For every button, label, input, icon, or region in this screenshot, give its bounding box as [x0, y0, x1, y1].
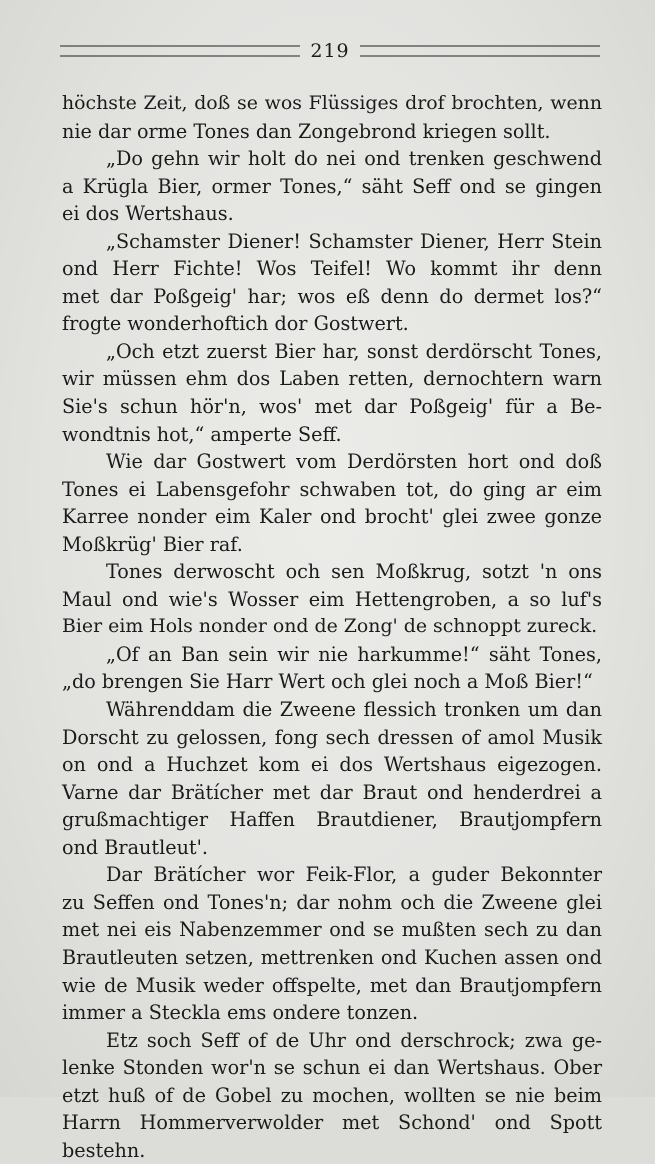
text-line: Karree nonder eim Kaler ond brocht' glei zwee gonze — [62, 505, 602, 529]
text-line: Sie's schun hör'n, wos' met dar Poßgeig' für a Be- — [62, 395, 602, 419]
text-line: Brautleuten setzen, mettrenken ond Kuchen assen ond — [62, 945, 602, 969]
text-line: Bier eim Hols nonder ond de Zong' de schnoppt zureck. — [62, 615, 598, 638]
text-line: Tones derwoscht och sen Moßkrug, sotzt 'n ons — [106, 560, 602, 584]
text-line: on ond a Huchzet kom ei dos Wertshaus eigezogen. — [62, 753, 602, 777]
text-line: lenke Stonden wor'n se schun ei dan Wertshaus. Ober — [62, 1056, 602, 1080]
text-line: a Krügla Bier, ormer Tones,“ säht Seff ond se gingen — [62, 174, 602, 198]
text-line: Varne dar Brätícher met dar Braut ond henderdrei a — [62, 780, 602, 804]
text-line: höchste Zeit, doß se wos Flüssiges drof brochten, wenn — [62, 92, 602, 114]
text-line: met dar Poßgeig' har; wos eß denn do dermet los?“ — [62, 284, 602, 308]
header-ornament-right — [360, 45, 600, 57]
text-line: „Of an Ban sein wir nie harkumme!“ säht Tones, — [106, 642, 602, 666]
text-line: zu Seffen ond Tones'n; dar nohm och die Zweene glei — [62, 890, 602, 914]
text-line: Dorscht zu gelossen, fong sech dressen of amol Musik — [62, 725, 602, 749]
text-line: wir müssen ehm dos Laben retten, dernochtern warn — [62, 367, 602, 391]
text-line: etzt huß of de Gobel zu mochen, wollten se nie beim — [62, 1083, 602, 1107]
running-header — [60, 38, 600, 64]
text-line: Harrn Hommerverwolder met Schond' ond Spott — [62, 1111, 602, 1135]
text-line: Dar Brätícher wor Feik-Flor, a guder Bekonnter — [106, 863, 602, 887]
text-line: „Och etzt zuerst Bier har, sonst derdörscht Tones, — [106, 339, 602, 363]
text-line: Moßkrüg' Bier raf. — [62, 532, 243, 556]
text-line: ond Herr Fichte! Wos Teifel! Wo kommt ihr denn — [62, 257, 602, 281]
text-line: immer a Steckla ems ondere tonzen. — [62, 1001, 419, 1025]
text-line: met nei eis Nabenzemmer ond se mußten sech zu dan — [62, 918, 602, 942]
text-line: nie dar orme Tones dan Zongebrond kriegen sollt. — [62, 119, 551, 143]
text-line: Tones ei Labensgefohr schwaben tot, do ging ar eim — [62, 477, 602, 501]
page-number: 219 — [310, 40, 350, 62]
text-line: grußmachtiger Haffen Brautdiener, Brautjompfern — [62, 808, 602, 832]
text-line: frogte wonderhoftich dor Gostwert. — [62, 312, 409, 336]
text-line: „do brengen Sie Harr Wert och glei noch a Moß Bier!“ — [62, 670, 593, 694]
text-line: wondtnis hot,“ amperte Seff. — [62, 422, 342, 446]
text-line: ei dos Wertshaus. — [62, 202, 234, 226]
text-line: Etz soch Seff of de Uhr ond derschrock; zwa ge- — [106, 1028, 602, 1052]
text-line: ond Brautleut'. — [62, 835, 209, 859]
text-line: Wie dar Gostwert vom Derdörsten hort ond doß — [106, 450, 602, 474]
text-line: „Do gehn wir holt do nei ond trenken geschwend — [106, 147, 602, 171]
text-line: bestehn. — [62, 1138, 146, 1162]
header-ornament-left — [60, 45, 300, 57]
text-line: „Schamster Diener! Schamster Diener, Herr Stein — [106, 229, 602, 253]
body-text — [62, 90, 602, 1164]
text-line: Währenddam die Zweene flessich tronken um dan — [106, 698, 602, 722]
text-line: wie de Musik weder offspelte, met dan Brautjompfern — [62, 973, 602, 997]
text-line: Maul ond wie's Wosser eim Hettengroben, a so luf's — [62, 587, 602, 611]
